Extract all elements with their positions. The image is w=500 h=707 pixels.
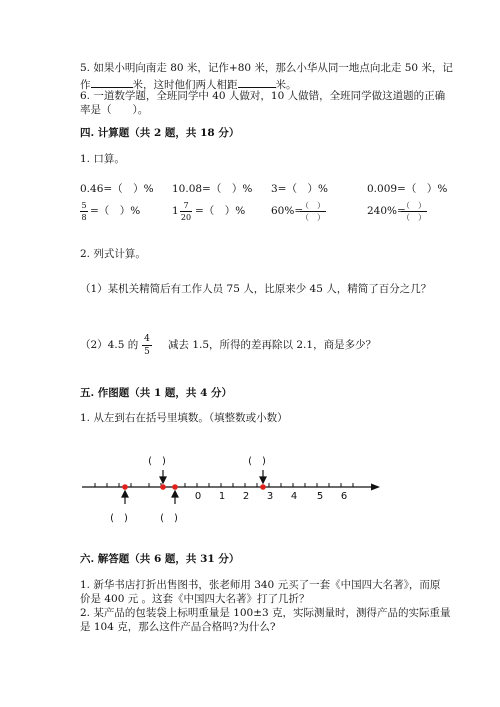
answer-bracket-top-1[interactable]: ( ) bbox=[148, 456, 166, 467]
number-line-figure bbox=[75, 450, 385, 530]
oral-calc-1: 0.46=（ ）% bbox=[80, 183, 154, 195]
oral-calc-6-text: =（ ）% bbox=[195, 205, 246, 217]
red-point-1 bbox=[122, 484, 128, 490]
q5-blank-1[interactable] bbox=[91, 76, 133, 88]
q5-line2-b: 米，这时他们两人相距 bbox=[132, 79, 238, 91]
section6-q1-line1: 1. 新华书店打折出售图书，张老师用 340 元买了一套《中国四大名著》，而原 bbox=[80, 579, 441, 591]
frac-den[interactable]: （ ） bbox=[402, 213, 426, 222]
q5-blank-2[interactable] bbox=[238, 76, 276, 88]
frac-num[interactable]: （ ） bbox=[301, 201, 325, 210]
oral-calc-4: 0.009=（ ）% bbox=[367, 183, 448, 195]
frac-num[interactable]: （ ） bbox=[402, 201, 426, 210]
tick-label-0: 0 bbox=[194, 491, 202, 502]
section4-title: 四. 计算题（共 2 题，共 18 分） bbox=[80, 127, 240, 139]
section5-title: 五. 作图题（共 1 题，共 4 分） bbox=[80, 387, 233, 399]
answer-bracket-bottom-1[interactable]: ( ) bbox=[110, 513, 128, 524]
section4-sub1: 1. 口算。 bbox=[80, 153, 125, 165]
tick-label-6: 6 bbox=[340, 491, 348, 502]
section5-q1: 1. 从左到右在括号里填数。（填整数或小数） bbox=[80, 412, 288, 424]
oral-calc-8-text: 240%= bbox=[367, 205, 406, 217]
tick-label-2: 2 bbox=[242, 491, 250, 502]
frac-num: 5 bbox=[81, 201, 87, 210]
frac-blank-7 bbox=[300, 201, 326, 222]
frac-den: 5 bbox=[144, 347, 150, 357]
mixed-whole: 1 bbox=[172, 205, 179, 217]
q5-line2-a: 作 bbox=[80, 79, 91, 91]
frac-den[interactable]: （ ） bbox=[301, 213, 325, 222]
problem-1: （1）某机关精简后有工作人员 75 人，比原来少 45 人，精简了百分之几？ bbox=[80, 283, 432, 295]
oral-calc-2: 10.08=（ ）% bbox=[172, 183, 253, 195]
up-arrow-2-head bbox=[172, 491, 178, 497]
oral-calc-3: 3=（ ）% bbox=[271, 183, 328, 195]
problem-2-b: 减去 1.5，所得的差再除以 2.1，商是多少？ bbox=[168, 339, 377, 351]
oral-calc-7-text: 60%= bbox=[271, 205, 304, 217]
frac-5-8 bbox=[80, 201, 88, 222]
q5-line2-c: 米。 bbox=[275, 79, 297, 91]
down-arrow-2-head bbox=[260, 477, 266, 483]
frac-4-5 bbox=[142, 334, 152, 357]
answer-bracket-top-2[interactable]: ( ) bbox=[248, 456, 266, 467]
tick-label-1: 1 bbox=[218, 491, 226, 502]
tick-label-5: 5 bbox=[316, 491, 324, 502]
section6-q2-line1: 2. 某产品的包装袋上标明重量是 100±3 克，实际测量时，测得产品的实际重量 bbox=[80, 607, 451, 619]
red-point-2 bbox=[160, 484, 166, 490]
red-point-3 bbox=[172, 484, 178, 490]
tick-label-4: 4 bbox=[290, 491, 298, 502]
q6-line1: 6. 一道数学题，全班同学中 40 人做对，10 人做错，全班同学做这道题的正确 bbox=[80, 90, 446, 102]
q5-line1: 5. 如果小明向南走 80 米，记作+80 米，那么小华从同一地点向北走 50 米，记 bbox=[80, 62, 453, 74]
frac-7-20 bbox=[180, 201, 192, 222]
frac-num: 7 bbox=[183, 201, 189, 210]
axis-arrowhead bbox=[371, 484, 380, 491]
oral-calc-5-text: =（ ）% bbox=[90, 205, 141, 217]
q6-line2: 率是（ ）。 bbox=[80, 104, 149, 116]
frac-num: 4 bbox=[144, 334, 150, 344]
section6-title: 六. 解答题（共 6 题，共 31 分） bbox=[80, 553, 240, 565]
up-arrow-1-head bbox=[122, 491, 128, 497]
frac-blank-8 bbox=[401, 201, 427, 222]
frac-den: 8 bbox=[81, 213, 87, 222]
red-point-4 bbox=[260, 484, 266, 490]
section6-q2-line2: 是 104 克，那么这件产品合格吗?为什么? bbox=[80, 621, 276, 633]
section6-q1-line2: 价是 400 元 。这套《中国四大名著》打了几折？ bbox=[80, 593, 310, 605]
frac-den: 20 bbox=[180, 213, 192, 222]
down-arrow-1-head bbox=[160, 477, 166, 483]
tick-label-3: 3 bbox=[266, 491, 274, 502]
answer-bracket-bottom-2[interactable]: ( ) bbox=[160, 513, 178, 524]
section4-sub2: 2. 列式计算。 bbox=[80, 248, 146, 260]
problem-2-a: （2）4.5 的 bbox=[80, 339, 139, 351]
